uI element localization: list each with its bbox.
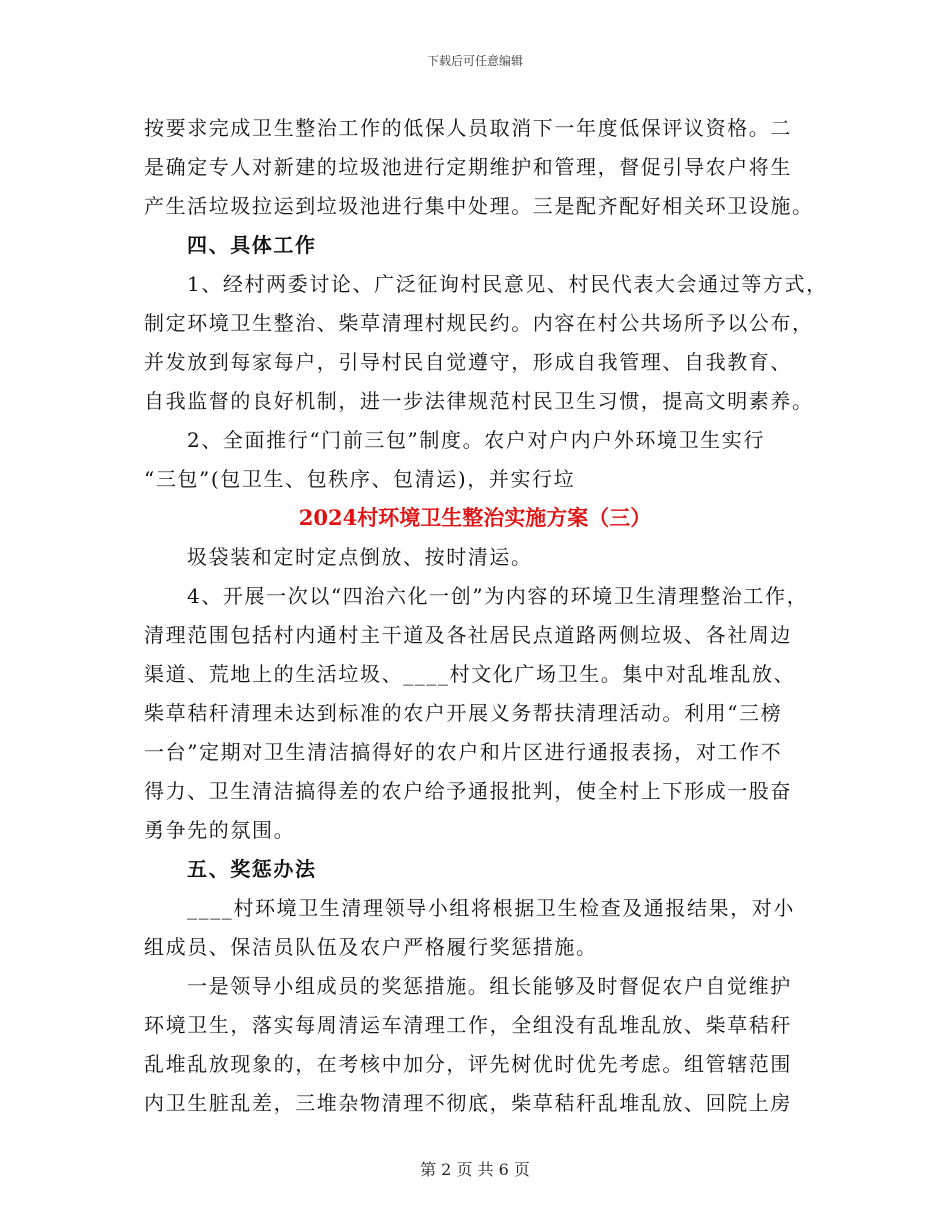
body-line: 柴草秸秆清理未达到标准的农户开展义务帮扶清理活动。利用“三榜 [144,701,783,725]
body-line: 2、全面推行“门前三包”制度。农户对户内户外环境卫生实行 [187,428,765,452]
body-line: “三包”(包卫生、包秩序、包清运)，并实行垃 [144,467,576,491]
body-line: 渠道、荒地上的生活垃圾、____村文化广场卫生。集中对乱堆乱放、 [144,662,796,686]
section-heading-4: 四、具体工作 [187,233,317,257]
section-title: 2024村环境卫生整治实施方案（三） [298,505,652,530]
body-line: 圾袋装和定时定点倒放、按时清运。 [187,545,533,569]
body-line: 得力、卫生清洁搞得差的农户给予通报批判，使全村上下形成一股奋 [144,779,792,803]
body-line: 清理范围包括村内通村主干道及各社居民点道路两侧垃圾、各社周边 [144,623,792,647]
page-footer: 第 2 页 共 6 页 [420,1160,530,1179]
body-line: 内卫生脏乱差，三堆杂物清理不彻底，柴草秸秆乱堆乱放、回院上房 [144,1091,792,1115]
body-line: 4、开展一次以“四治六化一创”为内容的环境卫生清理整治工作， [187,584,809,608]
body-line: 并发放到每家每户，引导村民自觉遵守，形成自我管理、自我教育、 [144,350,792,374]
page-header: 下载后可任意编辑 [426,54,523,68]
body-line: ____村环境卫生清理领导小组将根据卫生检查及通报结果，对小 [187,896,795,920]
body-line: 自我监督的良好机制，进一步法律规范村民卫生习惯，提高文明素养。 [144,389,814,413]
body-line: 1、经村两委讨论、广泛征询村民意见、村民代表大会通过等方式， [187,272,828,296]
body-line: 按要求完成卫生整治工作的低保人员取消下一年度低保评议资格。二 [144,116,792,140]
body-line: 制定环境卫生整治、柴草清理村规民约。内容在村公共场所予以公布， [144,311,814,335]
body-line: 是确定专人对新建的垃圾池进行定期维护和管理，督促引导农户将生 [144,155,792,179]
body-line: 组成员、保洁员队伍及农户严格履行奖惩措施。 [144,935,598,959]
body-line: 一是领导小组成员的奖惩措施。组长能够及时督促农户自觉维护 [187,974,792,998]
section-heading-5: 五、奖惩办法 [187,857,317,881]
body-line: 产生活垃圾拉运到垃圾池进行集中处理。三是配齐配好相关环卫设施。 [144,194,814,218]
body-line: 环境卫生，落实每周清运车清理工作，全组没有乱堆乱放、柴草秸秆 [144,1013,792,1037]
body-line: 一台”定期对卫生清洁搞得好的农户和片区进行通报表扬，对工作不 [144,740,783,764]
body-line: 勇争先的氛围。 [144,818,296,842]
body-line: 乱堆乱放现象的，在考核中加分，评先树优时优先考虑。组管辖范围 [144,1052,792,1076]
